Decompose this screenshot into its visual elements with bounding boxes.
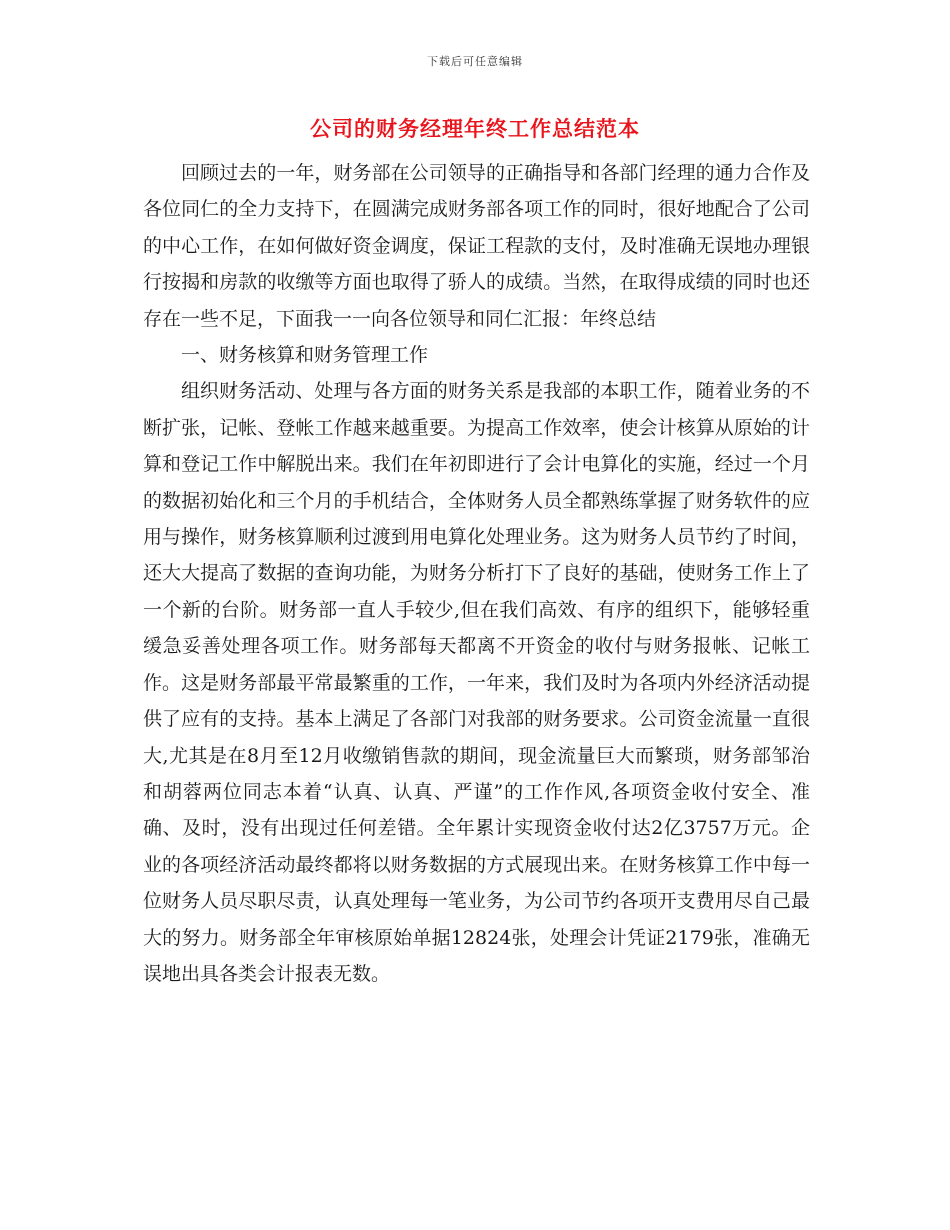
header-note: 下载后可任意编辑 (427, 55, 523, 68)
document-body (143, 155, 810, 992)
section-heading: 一、财务核算和财务管理工作 (181, 344, 429, 367)
paragraph-accounting: 组织财务活动、处理与各方面的财务关系是我部的本职工作，随着业务的不断扩张，记帐、登帐工作越来越重要。为提高工作效率，使会计核算从原始的计算和登记工作中解脱出来。我们在年初即进行了会计电算化的实施，经过一个月的数据初始化和三个月的手机结合，全体财务人员全都熟练掌握了财务软件的应用与操作，财务核算顺利过渡到用电算化处理业务。这为财务人员节约了时间，还大大提高了数据的查询功能，为财务分析打下了良好的基础，使财务工作上了一个新的台阶。财务部一直人手较少,但在我们高效、有序的组织下，能够轻重缓急妥善处理各项工作。财务部每天都离不开资金的收付与财务报帐、记帐工作。这是财务部最平常最繁重的工作，一年来，我们及时为各项内外经济活动提供了应有的支持。基本上满足了各部门对我部的财务要求。公司资金流量一直很大,尤其是在8月至12月收缴销售款的期间，现金流量巨大而繁琐，财务部邹治和胡蓉两位同志本着“认真、认真、严谨”的工作作风,各项资金收付安全、准确、及时，没有出现过任何差错。全年累计实现资金收付达2亿3757万元。企业的各项经济活动最终都将以财务数据的方式展现出来。在财务核算工作中每一位财务人员尽职尽责，认真处理每一笔业务，为公司节约各项开支费用尽自己最大的努力。财务部全年审核原始单据12824张，处理会计凭证2179张，准确无误地出具各类会计报表无数。 (143, 380, 810, 985)
paragraph-intro: 回顾过去的一年，财务部在公司领导的正确指导和各部门经理的通力合作及各位同仁的全力支持下，在圆满完成财务部各项工作的同时，很好地配合了公司的中心工作，在如何做好资金调度，保证工程款的支付，及时准确无误地办理银行按揭和房款的收缴等方面也取得了骄人的成绩。当然，在取得成绩的同时也还存在一些不足，下面我一一向各位领导和同仁汇报：年终总结 (143, 162, 810, 330)
document-title: 公司的财务经理年终工作总结范本 (310, 116, 640, 141)
